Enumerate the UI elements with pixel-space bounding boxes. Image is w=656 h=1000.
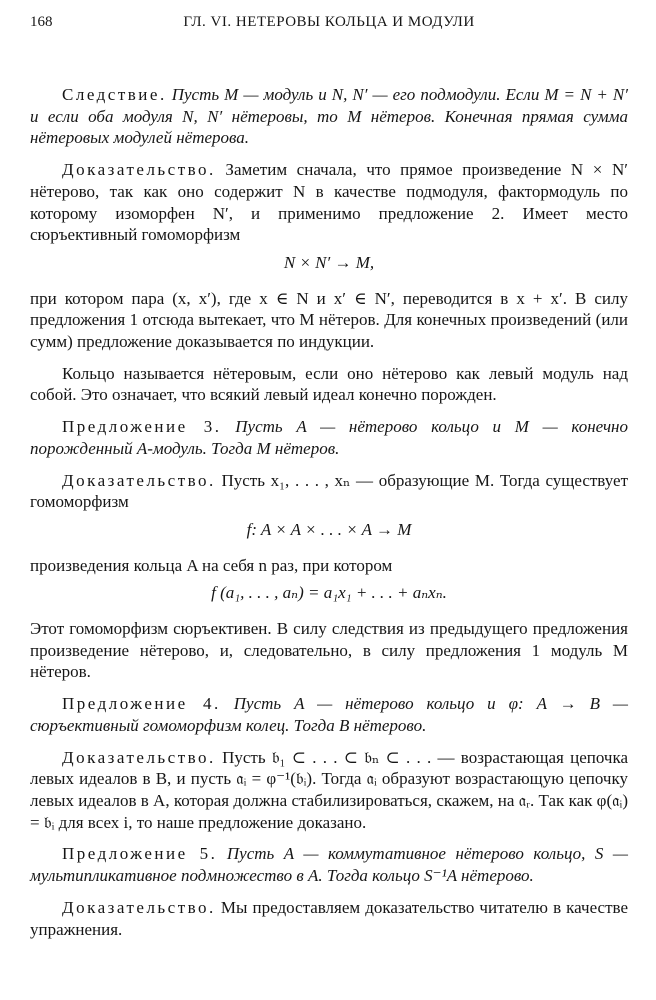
- proposition-5: [30, 843, 628, 886]
- proof-label: Доказательство.: [62, 747, 216, 767]
- proposition-3-text: Пусть A — нётерово кольцо и M — конечно порожденный A-модуль. Тогда M нётеров.: [30, 417, 628, 458]
- page-header: [30, 14, 628, 44]
- proof-label: Доказательство.: [62, 160, 216, 180]
- corollary: [30, 84, 628, 149]
- proposition-4: [30, 693, 628, 736]
- proposition-3: [30, 416, 628, 459]
- proof-proposition-3: [30, 470, 628, 513]
- proof-corollary: [30, 159, 628, 246]
- proof-text: Мы предоставляем доказательство читателю в качестве упражнения.: [30, 897, 629, 939]
- formula-homomorphism: f: A × A × . . . × A → M: [246, 519, 412, 539]
- proposition-5-text: Пусть A — коммутативное нётерово кольцо, S — мультипликативное подмножество в A. Тогда кольцо S⁻¹A нётерово.: [30, 844, 629, 886]
- proof-proposition-4: [30, 747, 628, 834]
- proof-proposition-3-mid: произведения кольца A на себя n раз, при котором: [30, 555, 393, 575]
- proposition-4-text: Пусть A — нётерово кольцо и φ: A → B — сюръективный гомоморфизм колец. Тогда B нётерово.: [30, 694, 628, 735]
- proof-label: Доказательство.: [62, 470, 216, 490]
- proof-text: Пусть 𝔟₁ ⊂ . . . ⊂ 𝔟ₙ ⊂ . . . — возрастающая цепочка левых идеалов в B, и пусть 𝔞ᵢ = φ⁻¹(𝔟ᵢ). Тогда 𝔞ᵢ образуют возрастающую цепочку левых идеалов в A, которая должна стабилизироваться, скажем, на 𝔞ᵣ. Так как φ(𝔞ᵢ) = 𝔟ᵢ для всех i, то наше предложение доказано.: [30, 747, 628, 832]
- proof-corollary-continued: [30, 288, 628, 353]
- proof-text-after: при котором пара (x, x′), где x ∈ N и x′ ∈ N′, переводится в x + x′. В силу предложения 1 отсюда вытекает, что M нётеров. Для конечных произведений (или сумм) предложение доказывается по индукции.: [30, 288, 628, 352]
- page-number: 168: [30, 14, 53, 30]
- formula-product-map: N × N′ → M,: [283, 252, 375, 272]
- corollary-text: Пусть M — модуль и N, N′ — его подмодули. Если M = N + N′ и если оба модуля N, N′ нётеровы, то M нётеров. Конечная прямая сумма нётеровых модулей нётерова.: [30, 85, 628, 148]
- proposition-5-label: Предложение 5.: [62, 844, 218, 864]
- proposition-3-label: Предложение 3.: [62, 417, 222, 437]
- proof-label: Доказательство.: [62, 897, 216, 917]
- page-content: [30, 84, 628, 940]
- corollary-label: Следствие.: [62, 85, 167, 104]
- proof-text: Заметим сначала, что прямое произведение N × N′ нётерово, так как оно содержит N в качестве подмодуля, фактормодуль по которому изоморфен N′, и применимо предложение 2. Имеет место сюръективный гомоморфизм: [30, 160, 628, 245]
- definition-noetherian-ring: Кольцо называется нётеровым, если оно нётерово как левый модуль над собой. Это означает, что всякий левый идеал конечно порожден.: [30, 363, 628, 405]
- proof-proposition-3-end: Этот гомоморфизм сюръективен. В силу следствия из предыдущего предложения произведение нётерово, и, следовательно, в силу предложения 1 модуль M нётеров.: [30, 619, 628, 682]
- proposition-4-label: Предложение 4.: [62, 694, 221, 714]
- proof-text: Пусть x₁, . . . , xₙ — образующие M. Тогда существует гомоморфизм: [30, 470, 628, 512]
- running-title: ГЛ. VI. НЕТЕРОВЫ КОЛЬЦА И МОДУЛИ: [183, 14, 475, 30]
- proof-proposition-5: [30, 897, 628, 940]
- formula-map-values: f (a₁, . . . , aₙ) = a₁x₁ + . . . + aₙxₙ.: [211, 583, 447, 603]
